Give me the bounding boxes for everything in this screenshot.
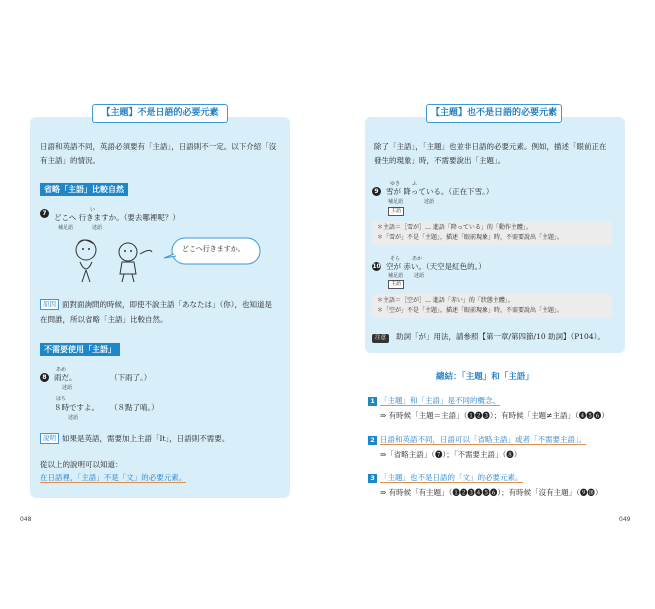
example-number: 9 [372, 187, 381, 196]
summary-main: 日語和英語不同，日語可以「省略主語」或者「不需要主語」。 [380, 435, 587, 444]
tag-jutsugo: 述語 [424, 199, 435, 205]
summary-main: 「主題」和「主語」是不同的概念。 [380, 396, 500, 405]
reason-line2: 在問誰，所以省略「主語」比較自然。 [40, 315, 168, 324]
left-intro-line2: 有主語」的情況。 [40, 156, 100, 165]
note-9-line2: ＊「雪が」不是「主題」，描述「眼前現象」時，不需要說出「主題」。 [377, 234, 564, 241]
tag-hosokugo: 補足語 [388, 199, 404, 205]
summary-item-3 [368, 472, 523, 483]
subject-box: 主語 [388, 280, 404, 289]
explain-text: 如果是英語，需要加上主語「It」，日語則不需要。 [62, 434, 230, 443]
page-number-left: 048 [20, 516, 32, 523]
right-intro-line1: 除了「主語」，「主題」也並非日語的必要元素。例如，描述「眼前正在 [374, 142, 607, 151]
reason-line1: 面對面詢問的時候，即使不說主語「あなたは」（你），也知道是 [62, 300, 272, 309]
conclusion-line2 [40, 472, 186, 483]
summary-number: 2 [368, 436, 377, 445]
example-8b-text: ８時ですよ。 [54, 403, 99, 412]
example-10-text: 空が 赤い。（天空是紅色的。） [386, 262, 486, 271]
note-10 [372, 294, 612, 318]
example-number: 10 [372, 263, 381, 270]
example-number: 7 [40, 209, 49, 218]
summary-item-2 [368, 434, 586, 445]
right-intro-line2: 發生的現象」時，不需要說出「主題」。 [374, 156, 506, 165]
tag-hosokugo: 補足語 [388, 273, 404, 279]
tag-jutsugo: 述語 [92, 225, 103, 231]
subject-box: 主語 [388, 207, 404, 216]
summary-title: 總結：「主題」和「主語」 [436, 372, 534, 382]
example-8b-translation: （８點了唷。） [110, 403, 159, 412]
ruby-fu: ふ [412, 181, 418, 187]
summary-item-1 [368, 395, 500, 406]
example-9 [372, 186, 381, 196]
page-number-right: 049 [619, 516, 631, 523]
example-8 [40, 372, 49, 382]
left-intro-line1: 日語和英語不同，英語必須要有「主語」，日語則不一定。以下介紹「沒 [40, 142, 277, 151]
conclusion-line1: 從以上的說明可以知道： [40, 460, 123, 469]
example-8a-text: 雨だ。 [54, 373, 77, 382]
ruby-hachi: はち [56, 396, 67, 402]
ruby-ame: あめ [56, 367, 67, 373]
reason-tag: 原因 [40, 299, 59, 310]
example-8a-translation: （下雨了。） [110, 373, 152, 382]
attention [372, 332, 389, 343]
note-9-line1: ＊主語＝［雪が］… 進語「降っている」的「動作主體」。 [377, 224, 532, 231]
tag-jutsugo: 述語 [68, 415, 79, 421]
conclusion-highlight: 在日語裡，「主語」不是「文」的必要元素。 [40, 473, 187, 482]
attention-text: 助詞「が」用法，請參照【第一章/第四節/10 助詞】（P104）。 [396, 332, 605, 341]
summary-sub-2: ⇒「省略主語」（❼）；「不需要主語」（❽） [380, 450, 522, 459]
tag-jutsugo: 述語 [62, 385, 73, 391]
section-head-no-subject: 不需要使用「主語」 [40, 343, 120, 356]
ruby-yuki: ゆき [390, 181, 401, 187]
right-title: 【主題】也不是日語的必要元素 [426, 104, 562, 123]
summary-main: 「主題」也不是日語的「文」的必要元素。 [380, 473, 523, 482]
note-9 [372, 221, 612, 245]
summary-sub-1: ⇒ 有時候「主題＝主語」（❶❷❸）；有時候「主題≠主語」（❹❺❻） [380, 411, 609, 420]
note-10-line1: ＊主語＝［空が］… 進語「赤い」的「狀態主體」。 [377, 297, 514, 304]
speech-bubble-text: どこへ行きますか。 [182, 245, 245, 253]
example-number: 8 [40, 373, 49, 382]
example-7-text: どこへ 行きますか。（要去哪裡呢？） [54, 213, 180, 222]
left-title: 【主題】不是日語的必要元素 [92, 104, 228, 123]
ruby-aka: あか [412, 256, 423, 262]
summary-number: 1 [368, 397, 377, 406]
ruby-i: い [90, 207, 96, 213]
tag-jutsugo: 述語 [414, 273, 425, 279]
tag-hosokugo: 補足語 [58, 225, 74, 231]
ruby-sora: そら [390, 256, 401, 262]
note-10-line2: ＊「空が」不是「主題」，描述「眼前現象」時，不需要說出「主題」。 [377, 307, 564, 314]
example-7 [40, 208, 49, 218]
attention-badge: 注意 [372, 334, 389, 343]
explain-tag: 說明 [40, 433, 59, 444]
summary-sub-3: ⇒ 有時候「有主題」（❶❷❸❹❺❻）；有時候「沒有主題」（❾❿） [380, 488, 603, 497]
section-head-omit-subject: 省略「主語」比較自然 [40, 183, 128, 196]
example-10 [372, 261, 381, 271]
example-9-text: 雪が 降っている。（正在下雪。） [386, 187, 494, 196]
summary-number: 3 [368, 474, 377, 483]
